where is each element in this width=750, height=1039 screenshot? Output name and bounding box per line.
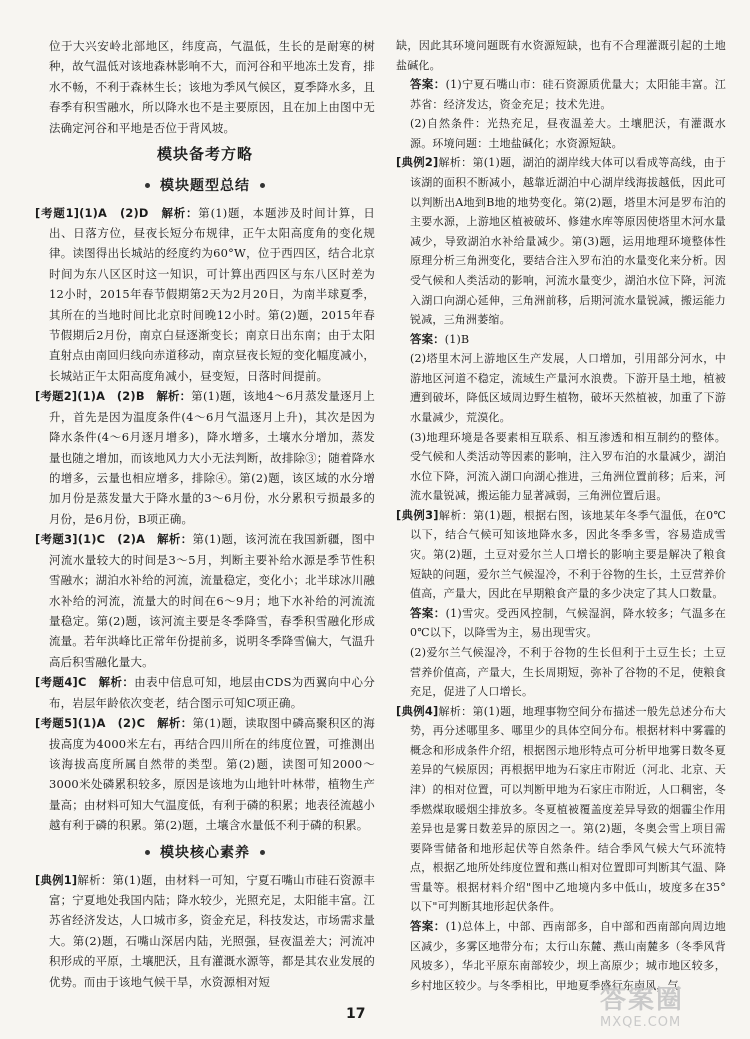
answer-4 — [396, 917, 726, 995]
exam-item-3-label: [考题3](1)C (2)A 解析： — [35, 532, 193, 547]
page-number: 17 — [346, 1006, 366, 1022]
exam-item-4 — [35, 672, 375, 713]
answer-2-part-a: (1)B — [444, 332, 470, 346]
answer-2-label: 答案： — [410, 331, 445, 346]
right-column — [396, 36, 726, 995]
answer-2-part-c: (3)地理环境是各要素相互联系、相互渗透和相互制约的整体。受气候和人类活动等因素的影响，注入罗布泊的水量减少，湖泊水位下降，河流入湖口向湖心推进，三角洲位置前移；后来，河流水量锐减，搬运能力显著减弱，三角洲位置后退。 — [410, 430, 726, 503]
answer-3-label: 答案： — [410, 605, 446, 620]
answer-3-part-a: (1)雪灾。受西风控制，气候湿润，降水较多；气温多在0℃以下，以降雪为主，易出现雪灾。 — [410, 606, 726, 640]
ornament-dot-icon — [145, 183, 150, 188]
example-2 — [396, 153, 726, 329]
answer-1 — [396, 75, 726, 114]
example-3-label: [典例3] — [396, 507, 439, 522]
example-1-continued: 缺，因此其环境问题既有水资源短缺，也有不合理灌溉引起的土地盐碱化。 — [396, 39, 726, 72]
example-3-text: 解析：第(1)题，根据右图，该地某年冬季气温低，在0℃以下，结合气候可知该地降水多，因此冬季多雪，容易造成雪灾。第(2)题，土豆对爱尔兰人口增长的影响主要是解决了粮食短缺的问题，爱尔兰气候湿冷，不利于谷物的生长，土豆营养价值高，产量大，因此在早期粮食产量的多少决定了其人口数量。 — [410, 508, 726, 601]
answer-1-part-a: (1)宁夏石嘴山市：硅石资源质优量大；太阳能丰富。江苏省：经济发达，资金充足；技术先进。 — [410, 78, 726, 111]
example-4-text: 解析：第(1)题，地理事物空间分布描述一般先总述分布大势，再分述哪里多、哪里少的具体空间分布。根据材料中雾霾的概念和形成条件介绍，根据图示地形特点可分析甲地雾日数冬夏差异的气候原因；再根据甲地为石家庄市附近（河北、北京、天津）的相对位置，可以判断甲地为石家庄市附近，人口稠密，冬季燃煤取暖烟尘排放多。冬夏植被覆盖度差异导致的烟霾尘作用差异也是雾日数差异的原因之一。第(2)题，冬奥会雪上项目需要降雪储备和地形起伏等自然条件。结合季风气候大气环流特点，根据乙地所处纬度位置和燕山相对位置即可判断其气温、降雪量等。根据材料介绍"图中乙地境内多中低山，坡度多在35°以下"可判断其地形起伏条件。 — [410, 704, 726, 914]
exam-item-2-text: 第(1)题，该地4～6月蒸发量逐月上升，首先是因为温度条件(4～6月气温逐月上升)，其次是因为降水条件(4～6月逐月增多)，降水增多，土壤水分增加，蒸发量也随之增加，而该地风力大小无法判断，故排除③；随着降水的增多，云量也相应增多，排除④。第(2)题，该区域的水分增加月份是蒸发量大于降水量的3～6月份，水分累积亏损最多的月份，是6月份，B项正确。 — [49, 389, 375, 526]
exam-item-3-text: 第(1)题，该河流在我国新疆，图中河流水量较大的时间是3～5月，判断主要补给水源是季节性积雪融水；湖泊水补给的河流，流量稳定，变化小；北半球冰川融水补给的河流，流量大的时间在6～9月；地下水补给的河流流量稳定。第(2)题，该河流主要是冬季降雪，春季积雪融化形成流量。若年洪峰比正常年份提前多，说明冬季降雪偏大，气温升高后积雪融化量大。 — [49, 532, 375, 669]
answer-4-part-a: (1)总体上，中部、西南部多，自中部和西南部向周边地区减少，多雾区地带分布；太行山东麓、燕山南麓多（冬季风背风坡多），华北平原东南部较少，坝上高原少；城市地区较多，乡村地区较少。与冬季相比，甲地夏季盛行东南风，气 — [410, 920, 726, 992]
ornament-dot-icon — [260, 850, 265, 855]
exam-item-5 — [35, 713, 375, 836]
example-1-text: 解析：第(1)题，由材料一可知，宁夏石嘴山市硅石资源丰富；宁夏地处我国内陆；降水较少，光照充足，太阳能丰富。江苏省经济发达，人口城市多，资金充足，科技发达，市场需求量大。第(2)题，石嘴山深居内陆，光照强，昼夜温差大；河流冲积形成的平原，土壤肥沃，且有灌溉水源等，都是其农业发展的优势。而由于该地气候干旱，水资源相对短 — [49, 872, 375, 989]
exam-item-4-label: [考题4]C 解析： — [35, 675, 135, 690]
intro-paragraph: 位于大兴安岭北部地区，纬度高，气温低，生长的是耐寒的树种，故气温低对该地森林影响不大，而河谷和平地冻土发育，排水不畅，不利于森林生长；该地为季风气候区，夏季降水多，且春季有积雪融水，所以降水也不是主要原因，且在加上由图中无法确定河谷和平地是否位于背风坡。 — [49, 39, 375, 135]
answer-3 — [396, 604, 726, 643]
exam-item-1-text: 第(1)题，本题涉及时间计算，日出、日落方位，昼夜长短分布规律，正午太阳高度角的变化规律。读图得出长城站的经度约为60°W，位于西四区，结合北京时间为东八区区时这一知识，可计算出西四区与东八区时差为12小时，2015年春节假期第2天为2月20日，为南半球夏季，其所在的当地时间比北京时间晚12小时。第(2)题，2015年春节假期后2月份，南京白昼逐渐变长；南京日出东南；由于太阳直射点由南回归线向赤道移动，南京昼夜长短的变化幅度减小，长城站正午太阳高度角减小，昼变短，日落时间提前。 — [49, 205, 375, 383]
ornament-dot-icon — [260, 183, 265, 188]
exam-item-5-label: [考题5](1)A (2)C 解析： — [35, 716, 193, 731]
answer-2 — [396, 330, 726, 350]
answer-1-part-b: (2)自然条件：光热充足，昼夜温差大。土壤肥沃，有灌溉水源。环境问题：土地盐碱化；水资源短缺。 — [410, 117, 726, 150]
example-4-label: [典例4] — [396, 703, 439, 718]
exam-item-2-label: [考题2](1)A (2)B 解析： — [35, 389, 192, 404]
answer-1-label: 答案： — [410, 77, 446, 92]
subheading-2: 模块核心素养 — [160, 845, 250, 862]
ornament-dot-icon — [145, 850, 150, 855]
example-1-label: [典例1] — [35, 872, 78, 887]
watermark-url: MXQE.COM — [600, 1015, 682, 1030]
exam-item-2 — [35, 386, 375, 529]
example-4 — [396, 702, 726, 917]
exam-item-4-text: 由表中信息可知，地层由CDS为西翼向中心分布，岩层年龄依次变老，结合图示可知C项正确。 — [49, 675, 375, 710]
section-heading-main: 模块备考方略 — [156, 145, 253, 164]
answer-4-label: 答案： — [410, 919, 446, 934]
exam-item-1 — [35, 203, 375, 387]
left-column — [35, 36, 375, 992]
exam-item-5-text: 第(1)题，读取图中磷高聚积区的海拔高度为4000米左右，再结合四川所在的纬度位置，可推测出该海拔高度所属自然带的类型。第(2)题，读图可知2000～3000米处磷累积较多，原因是该地为山地针叶林带，植物生产量高；由材料可知大气温度低，有利于磷的积累；地表径流越小越有利于磷的积累。第(2)题，土壤含水量低不利于磷的积累。 — [49, 716, 375, 833]
exam-item-1-label: [考题1](1)A (2)D 解析： — [35, 205, 199, 220]
subheading-2-wrap — [35, 836, 375, 870]
example-2-text: 解析：第(1)题，湖泊的湖岸线大体可以看成等高线，由于该湖的面积不断减小，越靠近湖泊中心湖岸线海拔越低，因此可以判断出A地到B地的地势变化。第(2)题，塔里木河是罗布泊的主要水源，上游地区植被破坏、修建水库等原因使塔里木河水量减少，导致湖泊水补给量减少。第(3)题，运用地理环境整体性原理分析三角洲变化，要结合注入罗布泊的水量变化来分析。因受气候和人类活动的影响，河流水量变少，湖泊水位下降，河流入湖口向湖心延伸，三角洲前移，后期河流水量锐减，搬运能力锐减，三角洲萎缩。 — [410, 156, 726, 327]
subheading-1-wrap — [35, 169, 375, 203]
watermark — [600, 985, 740, 1035]
watermark-logo-text: 答案圈 — [600, 985, 685, 1015]
subheading-1: 模块题型总结 — [160, 178, 250, 195]
example-2-label: [典例2] — [396, 155, 439, 170]
answer-3-part-b: (2)爱尔兰气候湿冷，不利于谷物的生长但利于土豆生长；土豆营养价值高，产量大，生长周期短，弥补了谷物的不足，使粮食充足，促进了人口增长。 — [410, 645, 726, 699]
example-3 — [396, 506, 726, 604]
exam-item-3 — [35, 529, 375, 672]
answer-2-part-b: (2)塔里木河上游地区生产发展，人口增加，引用部分河水，中游地区河道不稳定，流域生产量河水浪费。下游开垦土地，植被遭到破坏，降低区域周边野生植物，破坏天然植被，加重了下游水量减少，荒漠化。 — [410, 352, 726, 424]
example-1 — [35, 870, 375, 993]
